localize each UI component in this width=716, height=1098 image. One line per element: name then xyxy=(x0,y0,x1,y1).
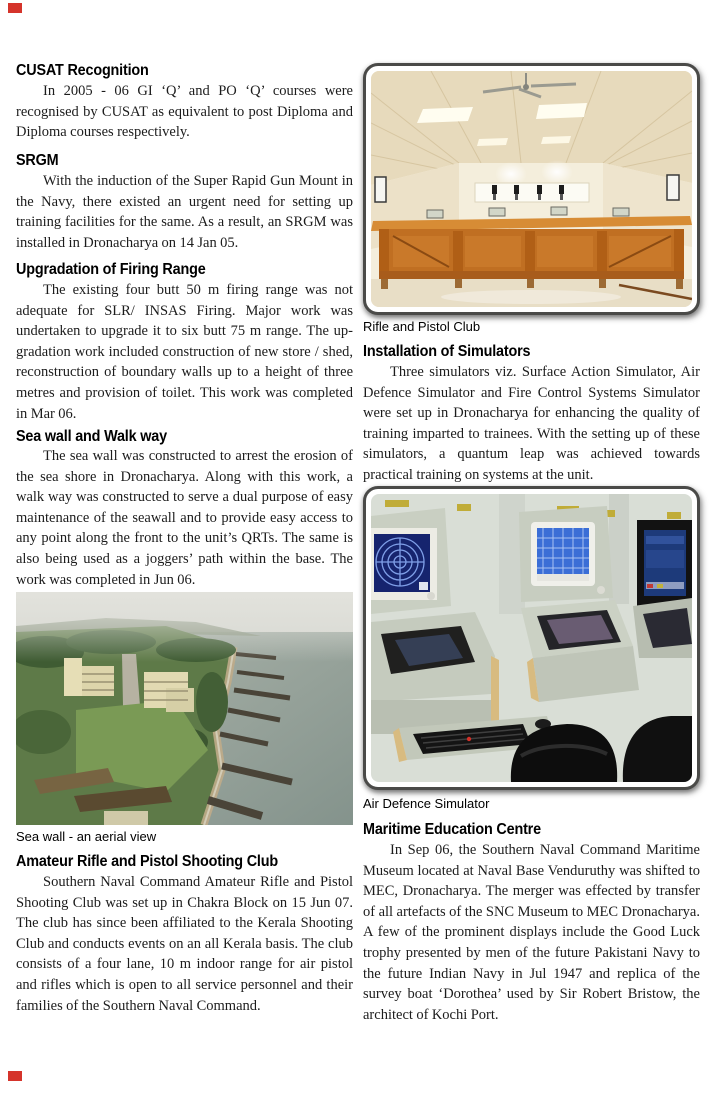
air-defence-simulator-photo xyxy=(363,486,700,790)
rifle-pistol-club-photo xyxy=(363,63,700,315)
haze xyxy=(16,592,353,662)
paragraph-maritime-education-centre: In Sep 06, the Southern Naval Command Maritime Museum located at Naval Base Venduruthy was shifted to MEC, Dronacharya. The merger was effected by transfer of all artefacts of the SNC Museum to MEC Dronacharya. A few of the prominent displays include the Good Luck trophy presented by men of the future Pakistani Navy to the future Indian Navy in Jul 1947 and replica of the survey boat ‘Dorothea’ used by Sir Robert Bristow, the architect of Kochi Port. xyxy=(363,842,700,1023)
trackpoint xyxy=(467,737,471,741)
corner-mark-top-left xyxy=(8,3,22,13)
ceiling-light-panel xyxy=(477,138,508,146)
wall-picture-left xyxy=(375,177,386,202)
heading-text: Upgradation of Firing Range xyxy=(16,261,206,278)
sea-wall-aerial-illustration xyxy=(16,592,353,825)
section-heading-cusat-recognition xyxy=(16,62,353,80)
paragraph-firing-range: The existing four butt 50 m firing range was not adequate for SLR/ INSAS Firing. Major work was undertaken to upgrade it to six butt 75 m range. The up-gradation work included construction of new store / shed, reconstruction of boundary walls up to a height of three metres and provision of toilet. This work was completed in Mar 06. xyxy=(16,282,353,422)
building xyxy=(104,811,148,825)
section-heading-shooting-club xyxy=(16,853,353,871)
air-defence-simulator-illustration xyxy=(371,494,692,782)
right-monitor xyxy=(637,520,692,610)
rifle-pistol-club-illustration xyxy=(371,71,692,307)
heading-text: Maritime Education Centre xyxy=(363,821,541,838)
section-heading-installation-simulators xyxy=(363,343,700,361)
heading-text: CUSAT Recognition xyxy=(16,62,149,79)
floor-sheen xyxy=(441,290,621,304)
heading-text: Sea wall and Walk way xyxy=(16,428,167,445)
section-heading-srgm xyxy=(16,152,353,170)
ceiling-light-panel xyxy=(417,107,473,123)
heading-text: Amateur Rifle and Pistol Shooting Club xyxy=(16,853,278,870)
left-desk xyxy=(371,612,499,736)
spotlight-glow xyxy=(541,160,573,184)
ceiling-light-panel xyxy=(541,136,571,144)
heading-text: SRGM xyxy=(16,152,59,169)
ceiling-light-panel xyxy=(536,103,587,119)
sea-wall-aerial-photo xyxy=(16,592,353,825)
table-bottom-rail xyxy=(379,271,684,279)
paragraph-srgm: With the induction of the Super Rapid Gun Mount in the Navy, there existed an urgent need for setting up training facilities for the same. As a result, an SRGM was installed in Dronacharya on 14 Jan 05. xyxy=(16,173,353,251)
wall-picture-right xyxy=(667,175,679,200)
caption-rifle-pistol-club: Rifle and Pistol Club xyxy=(363,319,481,334)
building xyxy=(82,666,114,696)
radar-screen xyxy=(376,538,424,586)
building xyxy=(64,658,82,696)
section-heading-sea-wall xyxy=(16,428,353,446)
caption-sea-wall: Sea wall - an aerial view xyxy=(16,829,157,844)
section-heading-upgradation-firing-range xyxy=(16,261,353,279)
paragraph-simulators: Three simulators viz. Surface Action Simulator, Air Defence Simulator and Fire Control Systems Simulator were set up in Dronacharya for enhancing the quality of training imparted to trainees. With the setting up of these simulators, a quantum leap was achieved towards practical training on systems at the unit. xyxy=(363,364,700,483)
paragraph-cusat-recognition: In 2005 - 06 GI ‘Q’ and PO ‘Q’ courses were recognised by CUSAT as equivalent to post Diploma and Diploma courses respectively. xyxy=(16,83,353,141)
paragraph-shooting-club: Southern Naval Command Amateur Rifle and Pistol Shooting Club was set up in Chakra Block on 15 Jun 07. The club has since been affiliated to the Kerala Shooting Club and conducts events on an all Kerala basis. The club consists of a four lane, 10 m indoor range for air pistol and rifles which is open to all service personnel and their families of the Southern Naval Command. xyxy=(16,874,353,1014)
trees xyxy=(196,672,228,732)
section-heading-maritime-education-centre xyxy=(363,821,700,839)
heading-text: Installation of Simulators xyxy=(363,343,531,360)
paragraph-sea-wall: The sea wall was constructed to arrest the erosion of the sea shore in Dronacharya. Along with this work, a walk way was constructed to serve a dual purpose of easy maintenance of the seawall and to provide easy access to any point along the front to the unit’s QRTs. The same is also being used as a joggers’ path within the base. The work was completed in Jun 06. xyxy=(16,448,353,588)
caption-air-defence-simulator: Air Defence Simulator xyxy=(363,796,490,811)
left-console-monitor xyxy=(371,508,451,614)
right-lower-console xyxy=(633,598,692,658)
corner-mark-bottom-left xyxy=(8,1071,22,1081)
middle-console-monitor xyxy=(519,506,613,602)
spotlight-glow xyxy=(495,162,527,186)
